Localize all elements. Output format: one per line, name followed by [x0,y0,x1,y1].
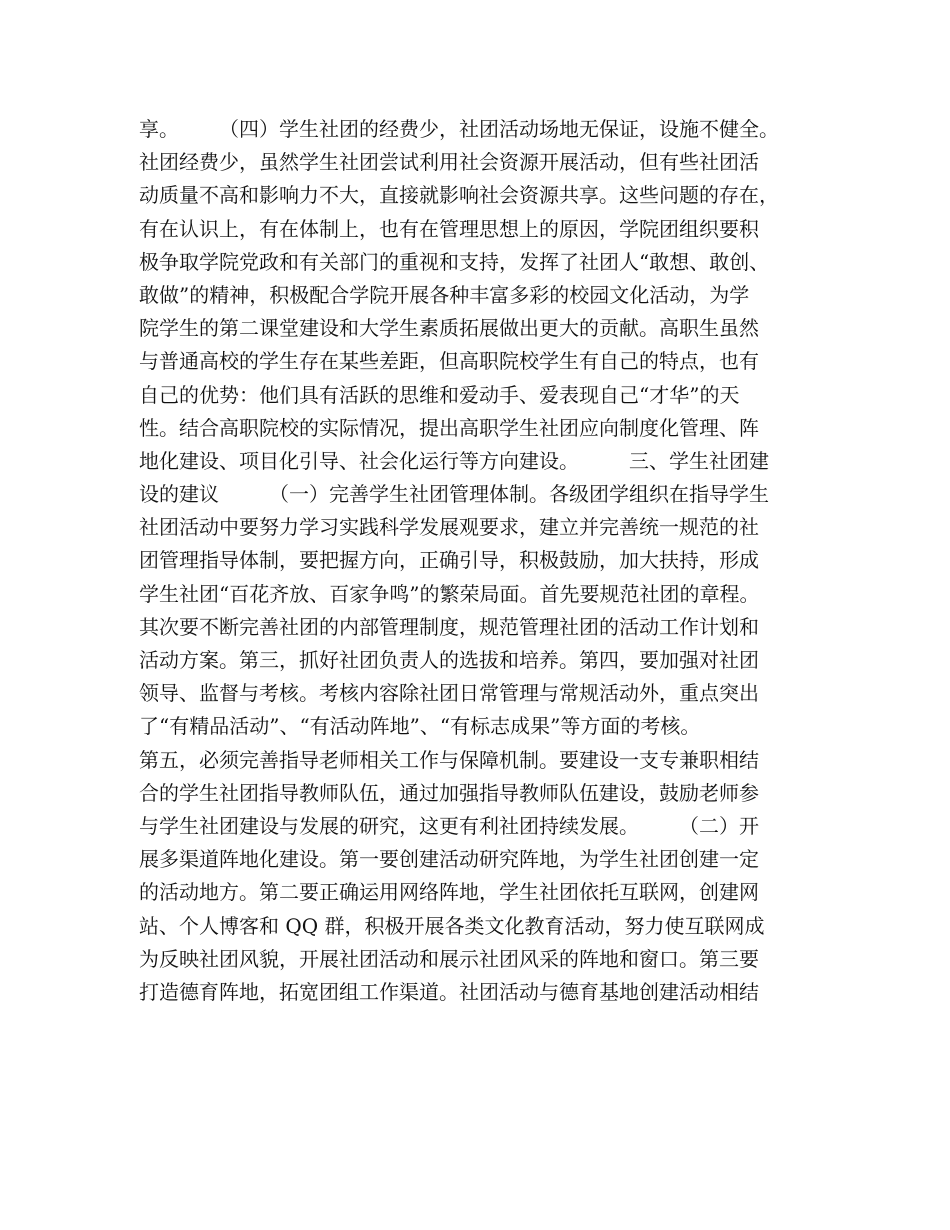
text-line: 合的学生社团指导教师队伍，通过加强指导教师队伍建设，鼓励老师参 [139,780,759,805]
text-line: 活动方案。第三，抓好社团负责人的选拔和培养。第四，要加强对社团 [139,648,759,672]
text-line: 动质量不高和影响力不大，直接就影响社会资源共享。这些问题的存在， [139,183,779,208]
text-line: 为反映社团风貌，开展社团活动和展示社团风采的阵地和窗口。第三要 [139,946,759,971]
text-line: 领导、监督与考核。考核内容除社团日常管理与常规活动外，重点突出 [139,681,759,706]
text-line: 地化建设、项目化引导、社会化运行等方向建设。 三、学生社团建 [139,448,769,473]
text-line: 社团经费少，虽然学生社团尝试利用社会资源开展活动，但有些社团活 [139,150,759,175]
text-line: 院学生的第二课堂建设和大学生素质拓展做出更大的贡献。高职生虽然 [139,316,759,341]
text-line: 的活动地方。第二要正确运用网络阵地，学生社团依托互联网，创建网 [139,880,759,905]
text-line: 性。结合高职院校的实际情况，提出高职学生社团应向制度化管理、阵 [139,415,759,440]
text-line: 了“有精品活动”、“有活动阵地”、“有标志成果”等方面的考核。 [139,714,701,739]
text-line: 自己的优势：他们具有活跃的思维和爱动手、爱表现自己“才华”的天 [139,382,740,407]
text-line: 打造德育阵地，拓宽团组工作渠道。社团活动与德育基地创建活动相结 [139,979,759,1004]
text-line: 与普通高校的学生存在某些差距，但高职院校学生有自己的特点，也有 [139,349,759,374]
text-line: 敢做”的精神，积极配合学院开展各种丰富多彩的校园文化活动，为学 [139,282,750,307]
text-line: 展多渠道阵地化建设。第一要创建活动研究阵地，为学生社团创建一定 [139,847,759,872]
text-line: 极争取学院党政和有关部门的重视和支持，发挥了社团人“敢想、敢创、 [139,249,770,274]
text-line: 与学生社团建设与发展的研究，这更有利社团持续发展。 （二）开 [139,813,759,838]
text-line: 站、个人博客和 QQ 群，积极开展各类文化教育活动，努力使互联网成 [139,913,765,938]
text-line: 设的建议 （一）完善学生社团管理体制。各级团学组织在指导学生 [139,482,769,507]
text-line: 享。 （四）学生社团的经费少，社团活动场地无保证，设施不健全。 [139,117,779,141]
body-text [139,113,829,1009]
text-line: 有在认识上，有在体制上，也有在管理思想上的原因，学院团组织要积 [139,216,759,241]
text-line: 第五，必须完善指导老师相关工作与保障机制。要建设一支专兼职相结 [139,747,759,772]
text-line: 学生社团“百花齐放、百家争鸣”的繁荣局面。首先要规范社团的章程。 [139,581,760,606]
text-line: 团管理指导体制，要把握方向，正确引导，积极鼓励，加大扶持，形成 [139,548,759,573]
text-line: 社团活动中要努力学习实践科学发展观要求，建立并完善统一规范的社 [139,515,759,540]
text-line: 其次要不断完善社团的内部管理制度，规范管理社团的活动工作计划和 [139,614,759,639]
